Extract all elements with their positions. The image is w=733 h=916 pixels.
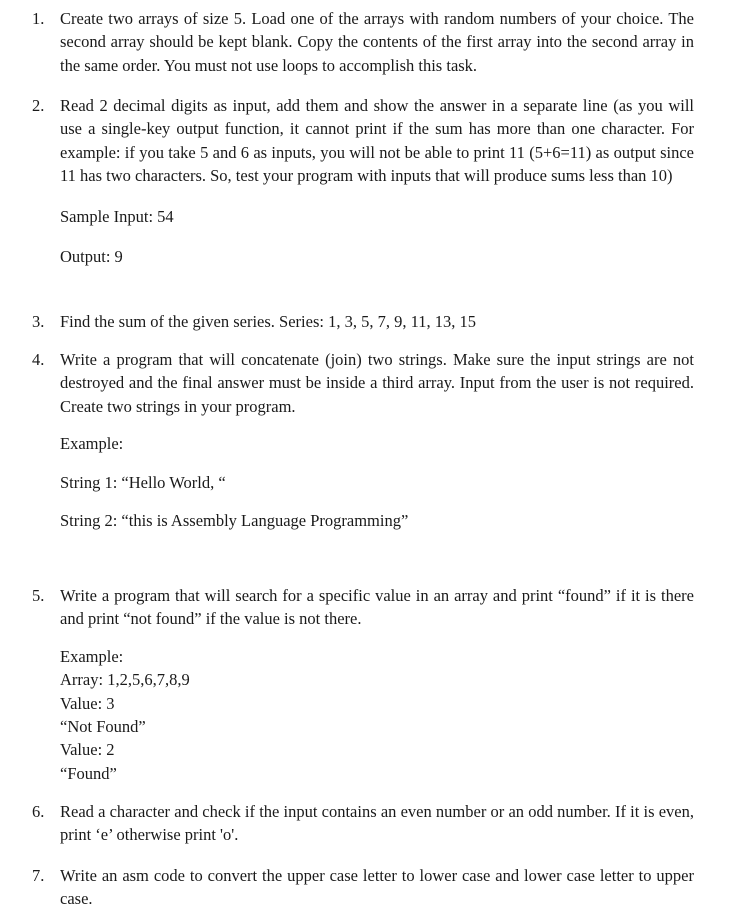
question-1: [32, 7, 694, 77]
question-6: [32, 800, 694, 847]
question-number: 7.: [32, 866, 45, 885]
question-text: Read 2 decimal digits as input, add them and show the answer in a separate line (as you will use a single-key output function, it cannot print if the sum has more than one character. For example: if you take 5 and 6 as inputs, you will not be able to print 11 (5+6=11) as output since 11 has two characters. So, test your program with inputs that will produce sums less than 10): [60, 96, 694, 186]
sample-output: Output: 9: [60, 247, 123, 267]
question-text: Find the sum of the given series. Series: 1, 3, 5, 7, 9, 11, 13, 15: [60, 312, 476, 331]
question-4: [32, 348, 694, 532]
question-text: Create two arrays of size 5. Load one of the arrays with random numbers of your choice. The second array should be kept blank. Copy the contents of the first array into the second array in the same order. You must not use loops to accomplish this task.: [60, 9, 694, 75]
question-number: 5.: [32, 586, 45, 605]
question-number: 1.: [32, 9, 45, 28]
example-label: Example:: [60, 434, 124, 454]
question-text: Write an asm code to convert the upper case letter to lower case and lower case letter to upper case.: [60, 866, 694, 909]
question-number: 6.: [32, 802, 45, 821]
example-result-2: “Found”: [60, 763, 117, 783]
sample-input: Sample Input: 54: [60, 206, 174, 226]
question-number: 2.: [32, 96, 45, 115]
question-text: Write a program that will search for a specific value in an array and print “found” if it is there and print “not found” if the value is not there.: [60, 586, 694, 629]
example-string-2: String 2: “this is Assembly Language Programming”: [60, 511, 409, 531]
question-number: 4.: [32, 350, 45, 369]
question-number: 3.: [32, 312, 45, 331]
question-text: Write a program that will concatenate (join) two strings. Make sure the input strings are not destroyed and the final answer must be inside a third array. Input from the user is not required. Create two strings in your program.: [60, 350, 694, 416]
example-array: Array: 1,2,5,6,7,8,9: [60, 670, 190, 690]
example-result-1: “Not Found”: [60, 717, 146, 737]
question-7: [32, 864, 694, 911]
question-2: [32, 94, 694, 268]
question-5: [32, 584, 694, 785]
example-label: Example:: [60, 646, 124, 666]
example-value-1: Value: 3: [60, 693, 115, 713]
example-string-1: String 1: “Hello World, “: [60, 472, 226, 492]
question-3: [32, 310, 694, 333]
example-value-2: Value: 2: [60, 740, 115, 760]
question-text: Read a character and check if the input contains an even number or an odd number. If it is even, print ‘e’ otherwise print 'o'.: [60, 802, 694, 845]
